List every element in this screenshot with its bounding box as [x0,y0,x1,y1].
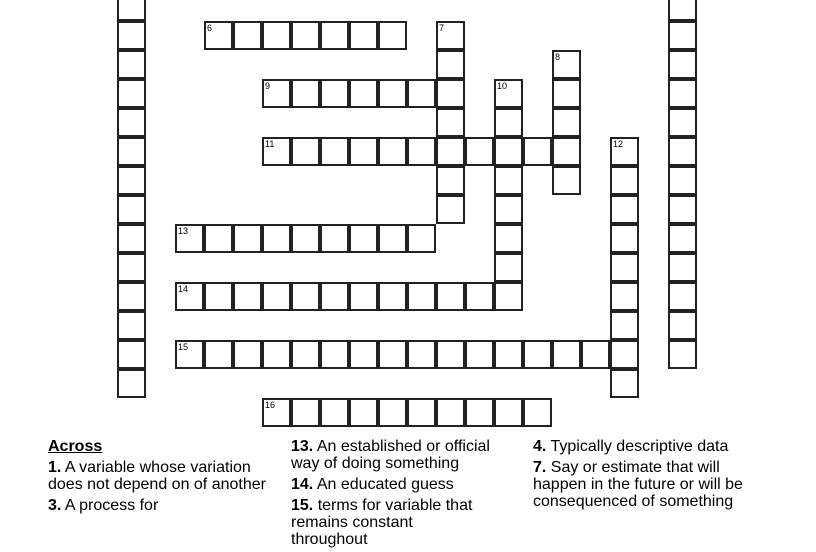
clue-number-label: 6 [207,23,213,33]
clue-1 [48,459,280,493]
grid-cell[interactable] [610,224,639,253]
clue-number-label: 7 [439,23,445,33]
grid-cell[interactable] [407,340,436,369]
grid-cell[interactable] [523,137,552,166]
grid-cell[interactable] [407,79,436,108]
grid-cell[interactable] [349,224,378,253]
grid-cell[interactable] [610,282,639,311]
grid-cell[interactable] [117,166,146,195]
across-clues [48,438,280,518]
grid-cell[interactable] [494,282,523,311]
clue-text: terms for variable that remains constant throughout [291,497,473,548]
grid-cell[interactable] [378,224,407,253]
grid-cell[interactable] [117,224,146,253]
grid-cell[interactable] [465,282,494,311]
grid-cell[interactable] [320,340,349,369]
grid-cell[interactable] [320,21,349,50]
grid-cell[interactable] [175,224,204,253]
clue-13 [291,438,491,472]
clue-number-label: 10 [497,81,508,91]
grid-cell[interactable] [552,108,581,137]
grid-cell[interactable] [320,282,349,311]
grid-cell[interactable] [291,224,320,253]
grid-cell[interactable] [320,398,349,427]
grid-cell[interactable] [494,224,523,253]
grid-cell[interactable] [204,224,233,253]
grid-cell[interactable] [378,398,407,427]
grid-cell[interactable] [291,282,320,311]
clue-3 [48,497,280,514]
grid-cell[interactable] [233,21,262,50]
clue-number: 15. [291,497,314,514]
grid-cell[interactable] [204,21,233,50]
grid-cell[interactable] [291,21,320,50]
grid-cell[interactable] [262,21,291,50]
grid-cell[interactable] [552,137,581,166]
grid-cell[interactable] [407,398,436,427]
grid-cell[interactable] [523,340,552,369]
clue-number-label: 12 [613,139,624,149]
grid-cell[interactable] [117,0,146,21]
grid-cell[interactable] [436,108,465,137]
grid-cell[interactable] [407,224,436,253]
clue-15 [291,497,491,548]
grid-cell[interactable] [436,398,465,427]
grid-cell[interactable] [668,79,697,108]
grid-cell[interactable] [349,79,378,108]
grid-cell[interactable] [668,195,697,224]
grid-cell[interactable] [117,311,146,340]
grid-cell[interactable] [610,166,639,195]
clue-text: Typically descriptive data [546,438,729,455]
grid-cell[interactable] [436,195,465,224]
grid-cell[interactable] [523,398,552,427]
grid-cell[interactable] [204,282,233,311]
grid-cell[interactable] [668,166,697,195]
grid-cell[interactable] [349,398,378,427]
grid-cell[interactable] [668,108,697,137]
grid-cell[interactable] [378,340,407,369]
grid-cell[interactable] [668,253,697,282]
grid-cell[interactable] [552,340,581,369]
grid-cell[interactable] [494,340,523,369]
grid-cell[interactable] [349,340,378,369]
grid-cell[interactable] [436,166,465,195]
grid-cell[interactable] [465,398,494,427]
grid-cell[interactable] [668,340,697,369]
grid-cell[interactable] [552,50,581,79]
grid-cell[interactable] [610,195,639,224]
grid-cell[interactable] [349,21,378,50]
grid-cell[interactable] [436,79,465,108]
grid-cell[interactable] [117,369,146,398]
grid-cell[interactable] [117,282,146,311]
clue-number: 3. [48,497,62,514]
grid-cell[interactable] [175,340,204,369]
grid-cell[interactable] [494,398,523,427]
clue-number-label: 16 [265,400,276,410]
grid-cell[interactable] [117,50,146,79]
clue-number: 7. [533,459,547,476]
grid-cell[interactable] [204,340,233,369]
across-heading: Across [48,438,103,455]
grid-cell[interactable] [465,340,494,369]
grid-cell[interactable] [117,137,146,166]
grid-cell[interactable] [494,137,523,166]
grid-cell[interactable] [465,137,494,166]
clue-text: An established or official way of doing something [291,438,490,472]
clue-number-label: 13 [178,226,189,236]
grid-cell[interactable] [349,282,378,311]
grid-cell[interactable] [378,137,407,166]
grid-cell[interactable] [262,282,291,311]
grid-cell[interactable] [320,137,349,166]
grid-cell[interactable] [291,340,320,369]
grid-cell[interactable] [291,398,320,427]
grid-cell[interactable] [175,282,204,311]
grid-cell[interactable] [668,311,697,340]
clue-14 [291,476,491,493]
clue-text: Say or estimate that will happen in the future or will be consequenced of something [533,459,743,510]
grid-cell[interactable] [262,398,291,427]
grid-cell[interactable] [668,21,697,50]
clue-text: An educated guess [313,476,454,493]
grid-cell[interactable] [610,369,639,398]
clue-4 [533,438,773,455]
clue-number-label: 14 [178,284,189,294]
grid-cell[interactable] [668,50,697,79]
grid-cell[interactable] [320,79,349,108]
grid-cell[interactable] [436,137,465,166]
grid-cell[interactable] [668,282,697,311]
grid-cell[interactable] [610,137,639,166]
grid-cell[interactable] [320,224,349,253]
grid-cell[interactable] [117,79,146,108]
clue-number-label: 11 [265,139,275,149]
grid-cell[interactable] [378,21,407,50]
grid-cell[interactable] [117,21,146,50]
grid-cell[interactable] [117,108,146,137]
grid-cell[interactable] [610,340,639,369]
grid-cell[interactable] [494,79,523,108]
clue-text: A process for [61,497,159,514]
grid-cell[interactable] [262,79,291,108]
across-clues-continued [291,438,491,552]
grid-cell[interactable] [436,50,465,79]
grid-cell[interactable] [233,340,262,369]
grid-cell[interactable] [581,340,610,369]
grid-cell[interactable] [117,195,146,224]
clue-number: 14. [291,476,314,493]
clue-number: 1. [48,459,62,476]
grid-cell[interactable] [494,195,523,224]
clue-number: 4. [533,438,547,455]
grid-cell[interactable] [117,253,146,282]
grid-cell[interactable] [610,311,639,340]
grid-cell[interactable] [262,224,291,253]
grid-cell[interactable] [349,137,378,166]
grid-cell[interactable] [494,166,523,195]
grid-cell[interactable] [436,282,465,311]
down-clues [533,438,773,514]
grid-cell[interactable] [262,340,291,369]
grid-cell[interactable] [668,224,697,253]
grid-cell[interactable] [233,224,262,253]
clue-text: A variable whose variation does not depend on of another [48,459,266,493]
grid-cell[interactable] [378,282,407,311]
clue-number-label: 8 [555,52,561,62]
grid-cell[interactable] [407,137,436,166]
grid-cell[interactable] [552,79,581,108]
grid-cell[interactable] [291,137,320,166]
clue-7 [533,459,773,510]
grid-cell[interactable] [378,79,407,108]
grid-cell[interactable] [436,340,465,369]
clue-number-label: 15 [178,342,189,352]
grid-cell[interactable] [610,253,639,282]
grid-cell[interactable] [233,282,262,311]
grid-cell[interactable] [407,282,436,311]
grid-cell[interactable] [262,137,291,166]
grid-cell[interactable] [494,253,523,282]
grid-cell[interactable] [668,137,697,166]
grid-cell[interactable] [552,166,581,195]
grid-cell[interactable] [436,21,465,50]
grid-cell[interactable] [494,108,523,137]
grid-cell[interactable] [117,340,146,369]
clue-number: 13. [291,438,314,455]
grid-cell[interactable] [668,0,697,21]
clue-number-label: 9 [265,81,271,91]
grid-cell[interactable] [291,79,320,108]
